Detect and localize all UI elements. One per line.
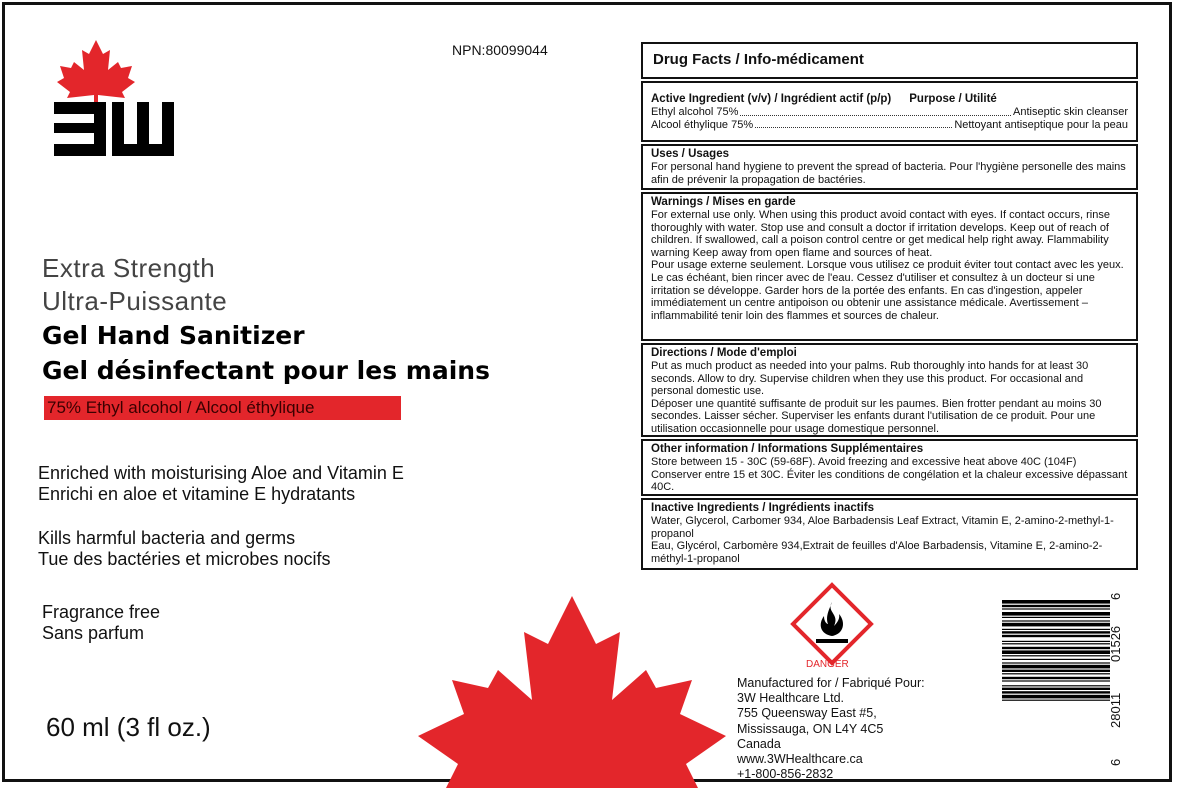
active-heading: Active Ingredient (v/v) / Ingrédient actif (p/p) [651,93,892,105]
danger-label: DANGER [806,659,849,670]
directions-section: Directions / Mode d'emploi Put as much product as needed into your palms. Rub thoroughly into hands for at least 30 seconds. Allow to dry. Supervise children when they use this product. For occasional and personal domestic use. Déposer une quantité suffisante de produit sur les paumes. Bien frotter pendant au moins 30 secondes. Laisser sécher. Superviser les enfants durant l'utilisation de ce produit. Pour une utilisation occasionnelle pour usage domestique personnel. [641,343,1138,437]
active-line2-left: Alcool éthylique 75% [651,118,754,131]
feature-fragrance-free: Fragrance free Sans parfum [42,602,161,643]
active-line2-right: Nettoyant antiseptique pour la peau [954,118,1128,131]
strength-fr: Ultra-Puissante [42,286,228,316]
phone-number: +1-800-856-2832 [737,767,834,782]
drug-facts-title: Drug Facts / Info-médicament [641,42,1138,79]
active-line1-right: Antiseptic skin cleanser [1013,106,1128,118]
volume: 60 ml (3 fl oz.) [46,712,211,742]
barcode [1002,600,1110,770]
alcohol-banner: 75% Ethyl alcohol / Alcool éthylique [44,396,401,420]
strength-en: Extra Strength [42,253,216,283]
product-name-en: Gel Hand Sanitizer [42,321,305,350]
flammable-hazard-icon [790,582,874,666]
logo-maple-leaf-icon [57,40,135,104]
feature-kills-bacteria: Kills harmful bacteria and germs Tue des bactéries et microbes nocifs [38,528,331,569]
other-information-section: Other information / Informations Supplémentaires Store between 15 - 30C (59-68F). Avoid freezing and excessive heat above 40C (104F) Conserver entre 15 et 30C. Éviter les conditions de congélation et la chaleur excessive dépassant 40C. [641,439,1138,496]
warnings-section: Warnings / Mises en garde For external use only. When using this product avoid contact with eyes. If contact occurs, rinse thoroughly with water. Stop use and consult a doctor if irritation develops. Keep out of reach of children. If swallowed, call a poison control centre or get medical help right away. Flammability warning Keep away from open flame and sources of heat. Pour usage externe seulement. Lorsque vous utilisez ce produit éviter tout contact avec les yeux. Le cas échéant, bien rincer avec de l'eau. Cessez d'utiliser et consultez à un docteur si une irritation se développe. Garder hors de la portée des enfants. En cas d'ingestion, appeler immédiatement un centre antipoison ou obtenir une assistance médicale. Avertissement – inflammabilité tenir loin des flammes et sources de chaleur. [641,192,1138,341]
npn-number: NPN:80099044 [452,42,548,58]
brand-logo [44,40,178,158]
active-ingredient-section [641,81,1138,142]
inactive-ingredients-section: Inactive Ingredients / Ingrédients inactifs Water, Glycerol, Carbomer 934, Aloe Barbadensis Leaf Extract, Vitamin E, 2-amino-2-methyl-1-propanol Eau, Glycérol, Carbomère 934,Extrait de feuilles d'Aloe Barbadensis, Vitamine E, 2-amino-2-méthyl-1-propanol [641,498,1138,570]
barcode-digits: 6 01526 28011 6 [1108,592,1123,766]
maple-leaf-icon [418,596,726,788]
website-link: www.3WHealthcare.ca [737,752,863,767]
product-name-fr: Gel désinfectant pour les mains [42,356,490,385]
drug-facts-panel [641,42,1138,572]
active-line1-left: Ethyl alcohol 75% [651,106,739,118]
uses-section: Uses / Usages For personal hand hygiene to prevent the spread of bacteria. Pour l'hygiène personelle des mains afin de prévenir la propagation de bactéries. [641,144,1138,190]
manufacturer-info: Manufactured for / Fabriqué Pour: 3W Healthcare Ltd. 755 Queensway East #5, Mississauga, ON L4Y 4C5 Canada www.3WHealthcare.ca +1-800-856-2832 [737,676,925,782]
purpose-heading: Purpose / Utilité [909,93,997,105]
feature-moisturising: Enriched with moisturising Aloe and Vitamin E Enrichi en aloe et vitamine E hydratants [38,463,404,504]
